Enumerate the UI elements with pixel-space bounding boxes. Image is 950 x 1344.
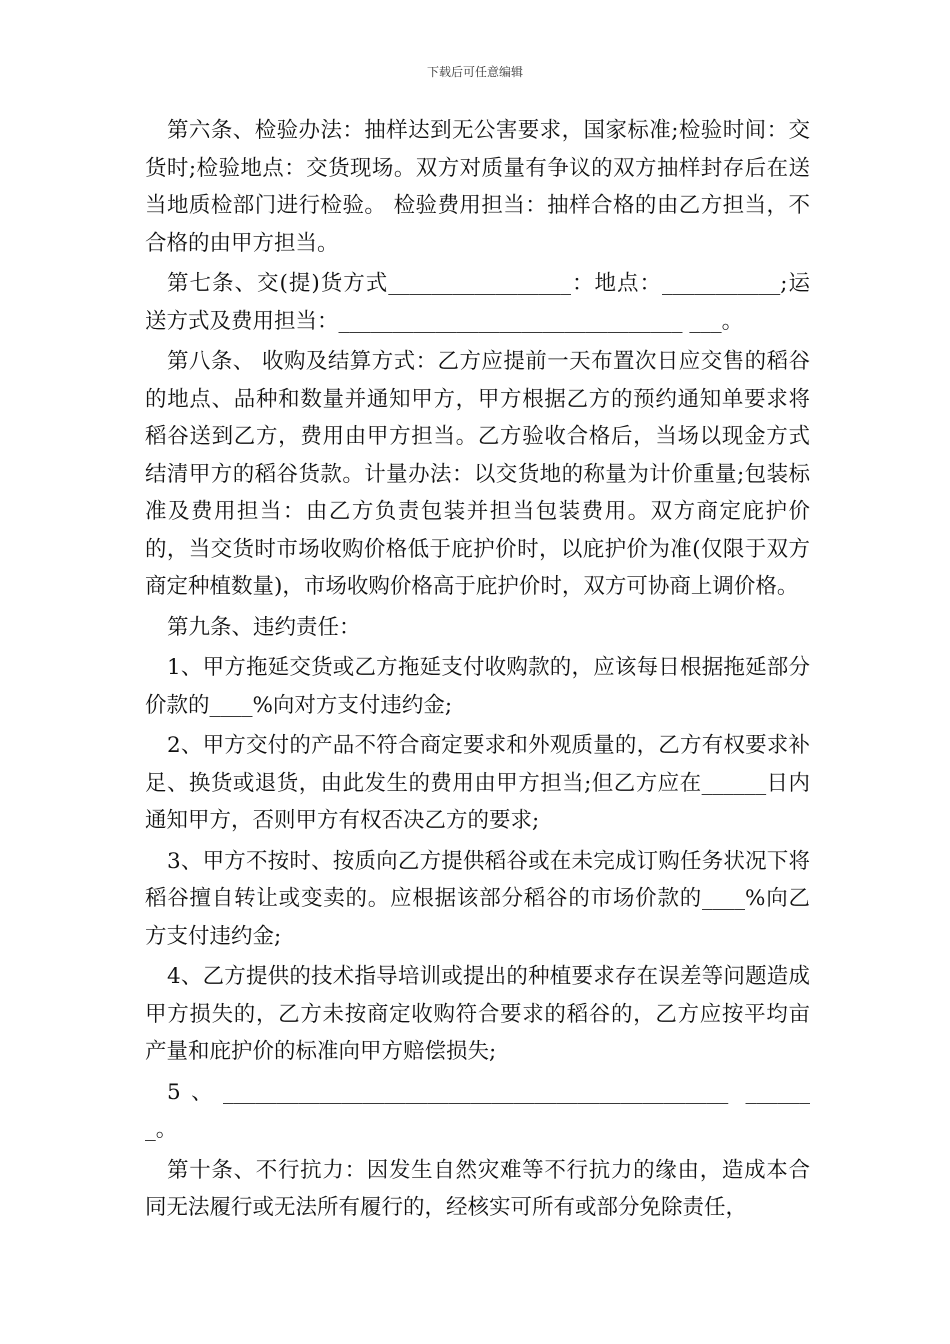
document-body [145, 112, 810, 1230]
article-6-paragraph: 第六条、检验办法：抽样达到无公害要求，国家标准;检验时间：交货时;检验地点：交货现场。双方对质量有争议的双方抽样封存后在送当地质检部门进行检验。 检验费用担当：抽样合格的由乙方担当，不合格的由甲方担当。 [145, 118, 810, 256]
article-9-clause-1: 1、甲方拖延交货或乙方拖延支付收购款的，应该每日根据拖延部分价款的____%向对方支付违约金; [145, 655, 810, 718]
article-8-paragraph: 第八条、 收购及结算方式：乙方应提前一天布置次日应交售的稻谷的地点、品种和数量并通知甲方，甲方根据乙方的预约通知单要求将稻谷送到乙方，费用由甲方担当。乙方验收合格后，当场以现金方式结清甲方的稻谷货款。计量办法：以交货地的称量为计价重量;包装标准及费用担当：由乙方负责包装并担当包装费用。双方商定庇护价的，当交货时市场收购价格低于庇护价时，以庇护价为准(仅限于双方商定种植数量)，市场收购价格高于庇护价时，双方可协商上调价格。 [145, 349, 810, 599]
page-header: 下载后可任意编辑 [426, 65, 523, 79]
article-7-paragraph: 第七条、交(提)货方式_________________：地点：___________;运送方式及费用担当：________________________________ ___。 [145, 271, 810, 334]
article-9-clause-5: 5、_______________________________________________ _______。 [145, 1079, 810, 1142]
article-9-clause-3: 3、甲方不按时、按质向乙方提供稻谷或在未完成订购任务状况下将稻谷擅自转让或变卖的。应根据该部分稻谷的市场价款的____%向乙方支付违约金; [145, 848, 810, 949]
article-9-clause-4: 4、乙方提供的技术指导培训或提出的种植要求存在误差等问题造成甲方损失的，乙方未按商定收购符合要求的稻谷的，乙方应按平均亩产量和庇护价的标准向甲方赔偿损失; [145, 964, 810, 1064]
article-10-paragraph: 第十条、不行抗力：因发生自然灾难等不行抗力的缘由，造成本合同无法履行或无法所有履行的，经核实可所有或部分免除责任， [145, 1157, 810, 1220]
article-9-clause-2: 2、甲方交付的产品不符合商定要求和外观质量的，乙方有权要求补足、换货或退货，由此发生的费用由甲方担当;但乙方应在______日内通知甲方，否则甲方有权否决乙方的要求; [145, 733, 810, 833]
article-9-heading: 第九条、违约责任： [167, 614, 361, 640]
